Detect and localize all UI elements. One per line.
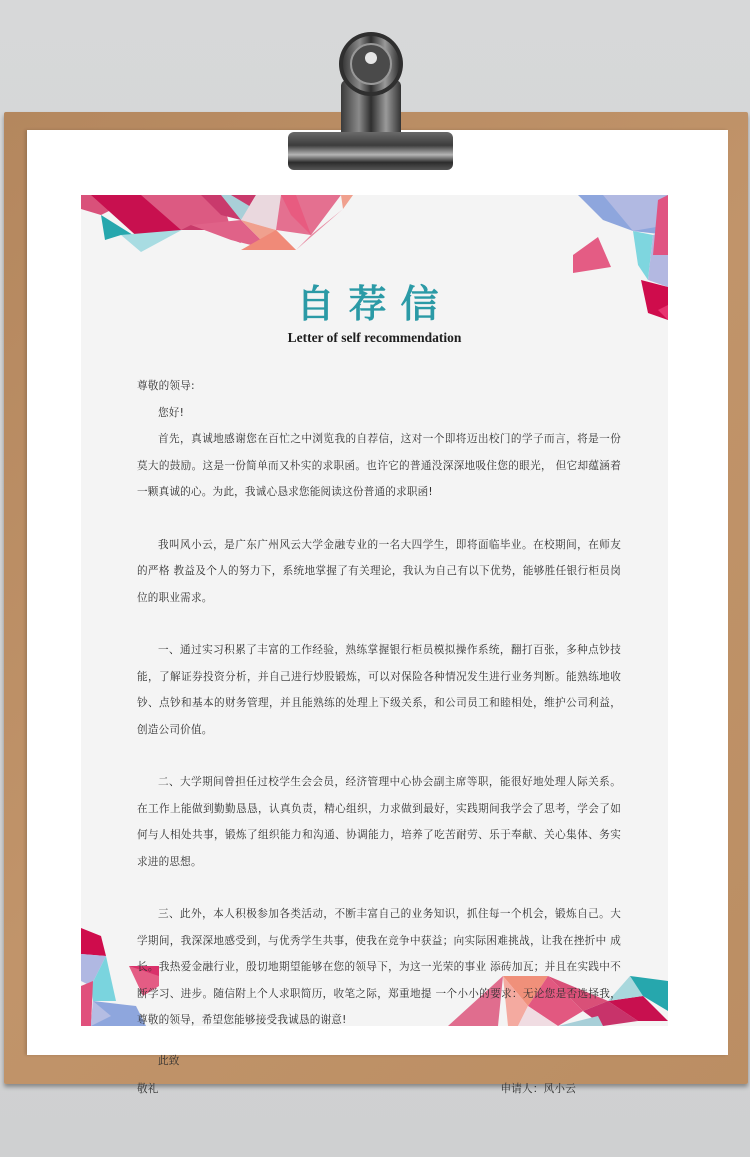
greeting: 您好! [158,406,185,419]
paragraph-point-two: 二、大学期间曾担任过校学生会会员，经济管理中心协会副主席等职，能很好地处理人际关系。在工作上能做到勤勤恳恳，认真负责，精心组织，力求做到最好，实践期间我学会了思考，学会了如何与人相处共事，锻炼了组织能力和沟通、协调能力，培养了吃苦耐劳、乐于奉献、关心集体、务实求进的思想。 [137,776,621,868]
applicant-signature: 申请人：风小云 [500,1083,576,1095]
regards: 敬礼 [137,1083,159,1095]
paragraph-background: 我叫风小云，是广东广州风云大学金融专业的一名大四学生，即将面临毕业。在校期间，在师友的严格 教益及个人的努力下，系统地掌握了有关理论，我认为自己有以下优势，能够胜任银行柜员岗位的职业需求。 [137,538,621,604]
paragraph-point-one: 一、通过实习积累了丰富的工作经验，熟练掌握银行柜员模拟操作系统，翻打百张，多种点钞技能，了解证券投资分析，并自己进行炒股锻炼，可以对保险各种情况发生进行业务判断。能熟练地收钞、点钞和基本的财务管理，并且能熟练的处理上下级关系，和公司员工和睦相处，维护公司利益，创造公司价值。 [137,644,621,736]
paragraph-point-three: 三、此外，本人积极参加各类活动，不断丰富自己的业务知识，抓住每一个机会，锻炼自己。大学期间，我深深地感受到，与优秀学生共事，使我在竞争中获益；向实际困难挑战，让我在挫折中 成长。我热爱金融行业，殷切地期望能够在您的领导下，为这一光荣的事业 添砖加瓦；并且在实践中不断学习、进步。随信附上个人求职简历，收笔之际，郑重地提 一个小小的要求：无论您是否选择我，尊敬的领导，希望您能够接受我诚恳的谢意! [137,908,621,1026]
paragraph-intro: 首先，真诚地感谢您在百忙之中浏览我的自荐信，这对一个即将迈出校门的学子而言，将是一份莫大的鼓励。这是一份简单而又朴实的求职函。也许它的普通没深深地吸住您的眼光， 但它却蕴涵着一颗真诚的心。为此，我诚心恳求您能阅读这份普通的求职函! [137,433,621,498]
closing: 此致 [158,1054,180,1067]
binder-clip-icon [283,22,463,172]
letter-body [137,373,621,1103]
salutation: 尊敬的领导: [137,380,195,392]
geometric-decoration-top-left [81,195,356,255]
letter-title-english: Letter of self recommendation [287,330,462,345]
letter-title-chinese: 自荐信 [296,281,453,326]
letter-sheet [81,195,668,1095]
